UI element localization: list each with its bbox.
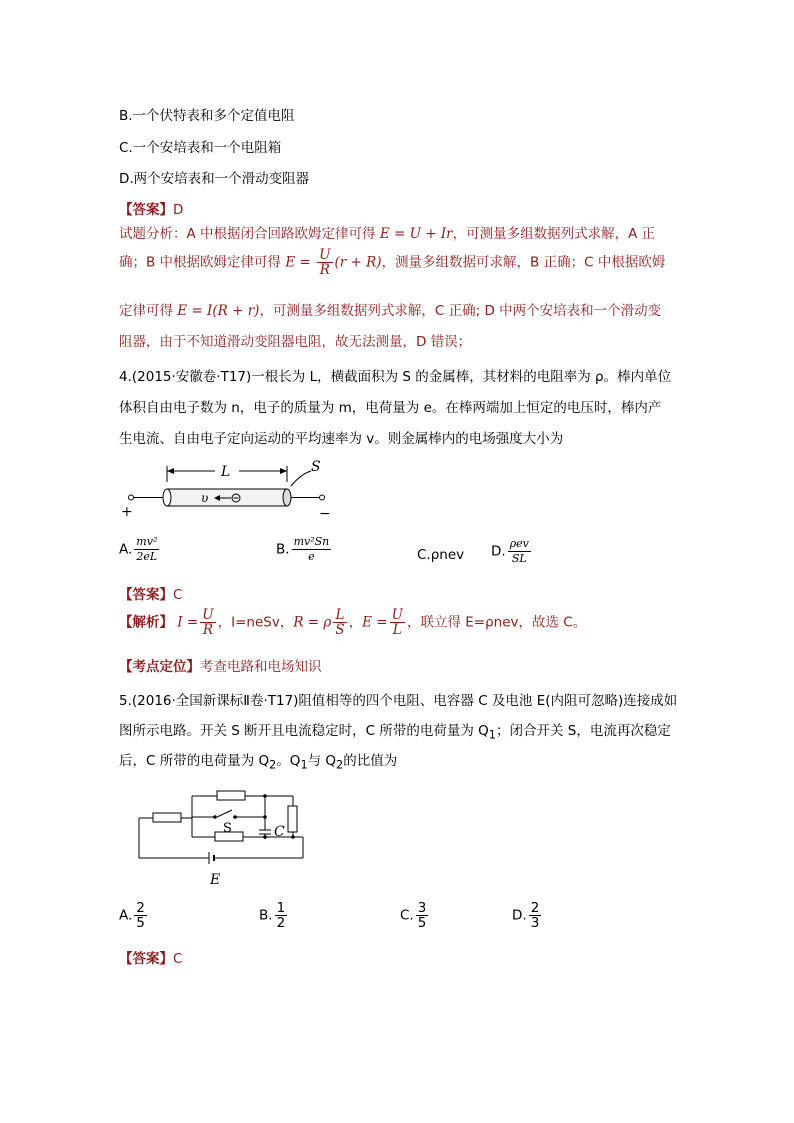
answer-value: D: [173, 202, 184, 218]
analysis-text: 确；B 中根据欧姆定律可得: [119, 254, 282, 271]
equation-lhs: E =: [362, 614, 388, 631]
resistor-r4: [288, 806, 297, 832]
answer-label: 【答案】: [119, 951, 173, 967]
switch-contact-left: [213, 815, 217, 819]
q4-stem-line1: 4.(2015·安徽卷·T17)一根长为 L，横截面积为 S 的金属棒，其材料的电阻率为 ρ。棒内单位: [119, 369, 672, 385]
denominator: 5: [417, 915, 427, 931]
label-S: S: [223, 821, 232, 836]
analysis-text: 定律可得: [119, 303, 173, 319]
junction-dot: [263, 794, 267, 798]
s-leader-line: [291, 471, 311, 486]
denominator: e: [308, 550, 315, 563]
equation: E = I(R + r): [177, 303, 260, 319]
resistor-r1: [153, 813, 181, 822]
fraction: [390, 608, 405, 637]
option-label: C.: [400, 907, 414, 924]
dim-arrow-right: [280, 468, 287, 474]
analysis-text: ，联立得 E=ρnev，故选 C。: [406, 614, 587, 631]
option-label: B.: [259, 907, 273, 924]
q4-answer: [119, 583, 182, 603]
numerator: ρev: [509, 537, 529, 550]
answer-value: C: [173, 587, 183, 603]
q4-option-a: [119, 535, 161, 564]
fraction: [508, 537, 531, 566]
q4-point: [119, 655, 322, 675]
denominator: L: [392, 622, 402, 638]
fraction: [134, 901, 147, 930]
answer-label: 【答案】: [119, 202, 173, 218]
numerator: 1: [276, 900, 286, 916]
q5-option-d: [512, 901, 543, 930]
junction-dot: [291, 835, 295, 839]
fraction: [333, 608, 346, 637]
numerator: 3: [417, 900, 427, 916]
circuit-diagram: [135, 788, 310, 890]
analysis-text: ，可测量多组数据列式求解，A 正: [452, 226, 656, 242]
point-value: 考查电路和电场知识: [200, 659, 322, 675]
option-c: C.一个安培表和一个电阻箱: [119, 140, 282, 156]
q3-analysis-line4: 阻器，由于不知道滑动变阻器电阻，故无法测量，D 错误；: [119, 334, 472, 350]
numerator: U: [319, 247, 331, 263]
subscript: 2: [269, 758, 277, 772]
numerator: mv²Sn: [293, 535, 330, 548]
stem-text: 图所示电路。开关 S 断开且电流稳定时，C 所带的电荷量为 Q: [119, 723, 489, 739]
q3-analysis-line1: [119, 222, 655, 242]
stem-text: 与 Q: [307, 753, 337, 769]
q5-stem-line3: [119, 749, 397, 772]
label-v: υ: [201, 491, 209, 505]
option-d: D.两个安培表和一个滑动变阻器: [119, 171, 310, 187]
subscript: 1: [488, 728, 496, 742]
dim-arrow-left: [167, 468, 174, 474]
q4-option-b: [276, 535, 333, 564]
fraction: [529, 901, 542, 930]
q4-stem-line2: 体积自由电子数为 n，电子的质量为 m，电荷量为 e。在棒两端加上恒定的电压时，棒内产: [119, 400, 662, 416]
q3-analysis-line2: [119, 248, 665, 277]
stem-text: ；闭合开关 S，电流再次稳定: [495, 723, 671, 739]
equation-rhs: (r + R): [334, 254, 382, 271]
numerator: 2: [136, 900, 145, 916]
terminal-left: [129, 495, 134, 500]
analysis-text: ，可测量多组数据列式求解，C 正确; D 中两个安培表和一个滑动变: [259, 303, 662, 319]
stem-text: 。Q: [276, 753, 301, 769]
equation-lhs: I =: [177, 614, 199, 631]
analysis-text: 试题分析：A 中根据闭合回路欧姆定律可得: [119, 226, 376, 242]
numerator: U: [391, 607, 403, 623]
stem-text: 的比值为: [343, 753, 398, 769]
rod-end-left: [163, 489, 171, 506]
numerator: U: [202, 607, 214, 623]
label-L: L: [221, 464, 231, 480]
analysis-text: ，测量多组数据可求解，B 正确；C 中根据欧姆: [381, 254, 666, 271]
junction-dot: [263, 815, 267, 819]
analysis-text: ，: [348, 614, 363, 631]
fraction: [134, 535, 159, 564]
metal-rod-figure: [115, 456, 345, 524]
option-b: B.一个伏特表和多个定值电阻: [119, 108, 295, 124]
denominator: 3: [530, 915, 540, 931]
label-S: S: [311, 459, 321, 475]
label-minus: −: [319, 506, 331, 522]
switch-blade: [217, 810, 232, 817]
denominator: R: [202, 622, 214, 638]
equation-lhs: R = ρ: [293, 614, 332, 631]
stem-text: 后，C 所带的电荷量为 Q: [119, 753, 270, 769]
fraction: [317, 248, 332, 277]
numerator: L: [333, 608, 346, 623]
fraction: [292, 535, 332, 564]
fraction: [416, 901, 429, 930]
label-plus: +: [121, 504, 133, 520]
fraction: [200, 608, 215, 637]
denominator: R: [319, 262, 330, 278]
q3-analysis-line3: [119, 299, 661, 319]
numerator: 2: [530, 900, 540, 916]
denominator: S: [335, 622, 345, 638]
equation-lhs: E =: [285, 254, 311, 271]
denominator: 2eL: [136, 550, 158, 563]
q4-option-d: [491, 537, 533, 566]
denominator: SL: [511, 552, 527, 565]
option-label: A.: [119, 907, 133, 924]
switch-contact-right: [233, 815, 237, 819]
label-E: E: [210, 872, 221, 888]
analysis-label: 【解析】: [119, 614, 173, 631]
answer-value: C: [173, 951, 183, 967]
label-C: C: [274, 824, 285, 840]
rod-end-right: [283, 489, 291, 506]
q4-stem-line3: 生电流、自由电子定向运动的平均速率为 v。则金属棒内的电场强度大小为: [119, 431, 564, 447]
q5-stem-line2: [119, 719, 671, 742]
analysis-text: ，I=neSv，: [217, 614, 294, 631]
q5-option-b: [259, 901, 289, 930]
denominator: 2: [276, 915, 286, 931]
option-label: D.: [512, 907, 527, 924]
option-label: D.: [491, 543, 506, 560]
option-label: B.: [276, 541, 290, 558]
q5-option-a: [119, 901, 149, 930]
q4-option-c: C.ρnev: [417, 547, 465, 563]
denominator: 5: [136, 915, 145, 931]
subscript: 2: [336, 758, 344, 772]
junction-dot: [263, 835, 267, 839]
answer-label: 【答案】: [119, 587, 173, 603]
option-label: A.: [119, 541, 133, 558]
q4-analysis: [119, 608, 586, 637]
q3-answer: [119, 198, 183, 218]
equation: E = U + Ir: [379, 226, 453, 242]
fraction: [275, 901, 288, 930]
resistor-r2: [217, 791, 245, 800]
q5-option-c: [400, 901, 430, 930]
q5-answer: [119, 947, 182, 967]
point-label: 【考点定位】: [119, 659, 200, 675]
q5-stem-line1: 5.(2016·全国新课标Ⅱ卷·T17)阻值相等的四个电阻、电容器 C 及电池 E(内阻可忽略)连接成如: [119, 693, 678, 709]
subscript: 1: [300, 758, 308, 772]
numerator: mv²: [136, 535, 158, 548]
terminal-right: [320, 495, 325, 500]
